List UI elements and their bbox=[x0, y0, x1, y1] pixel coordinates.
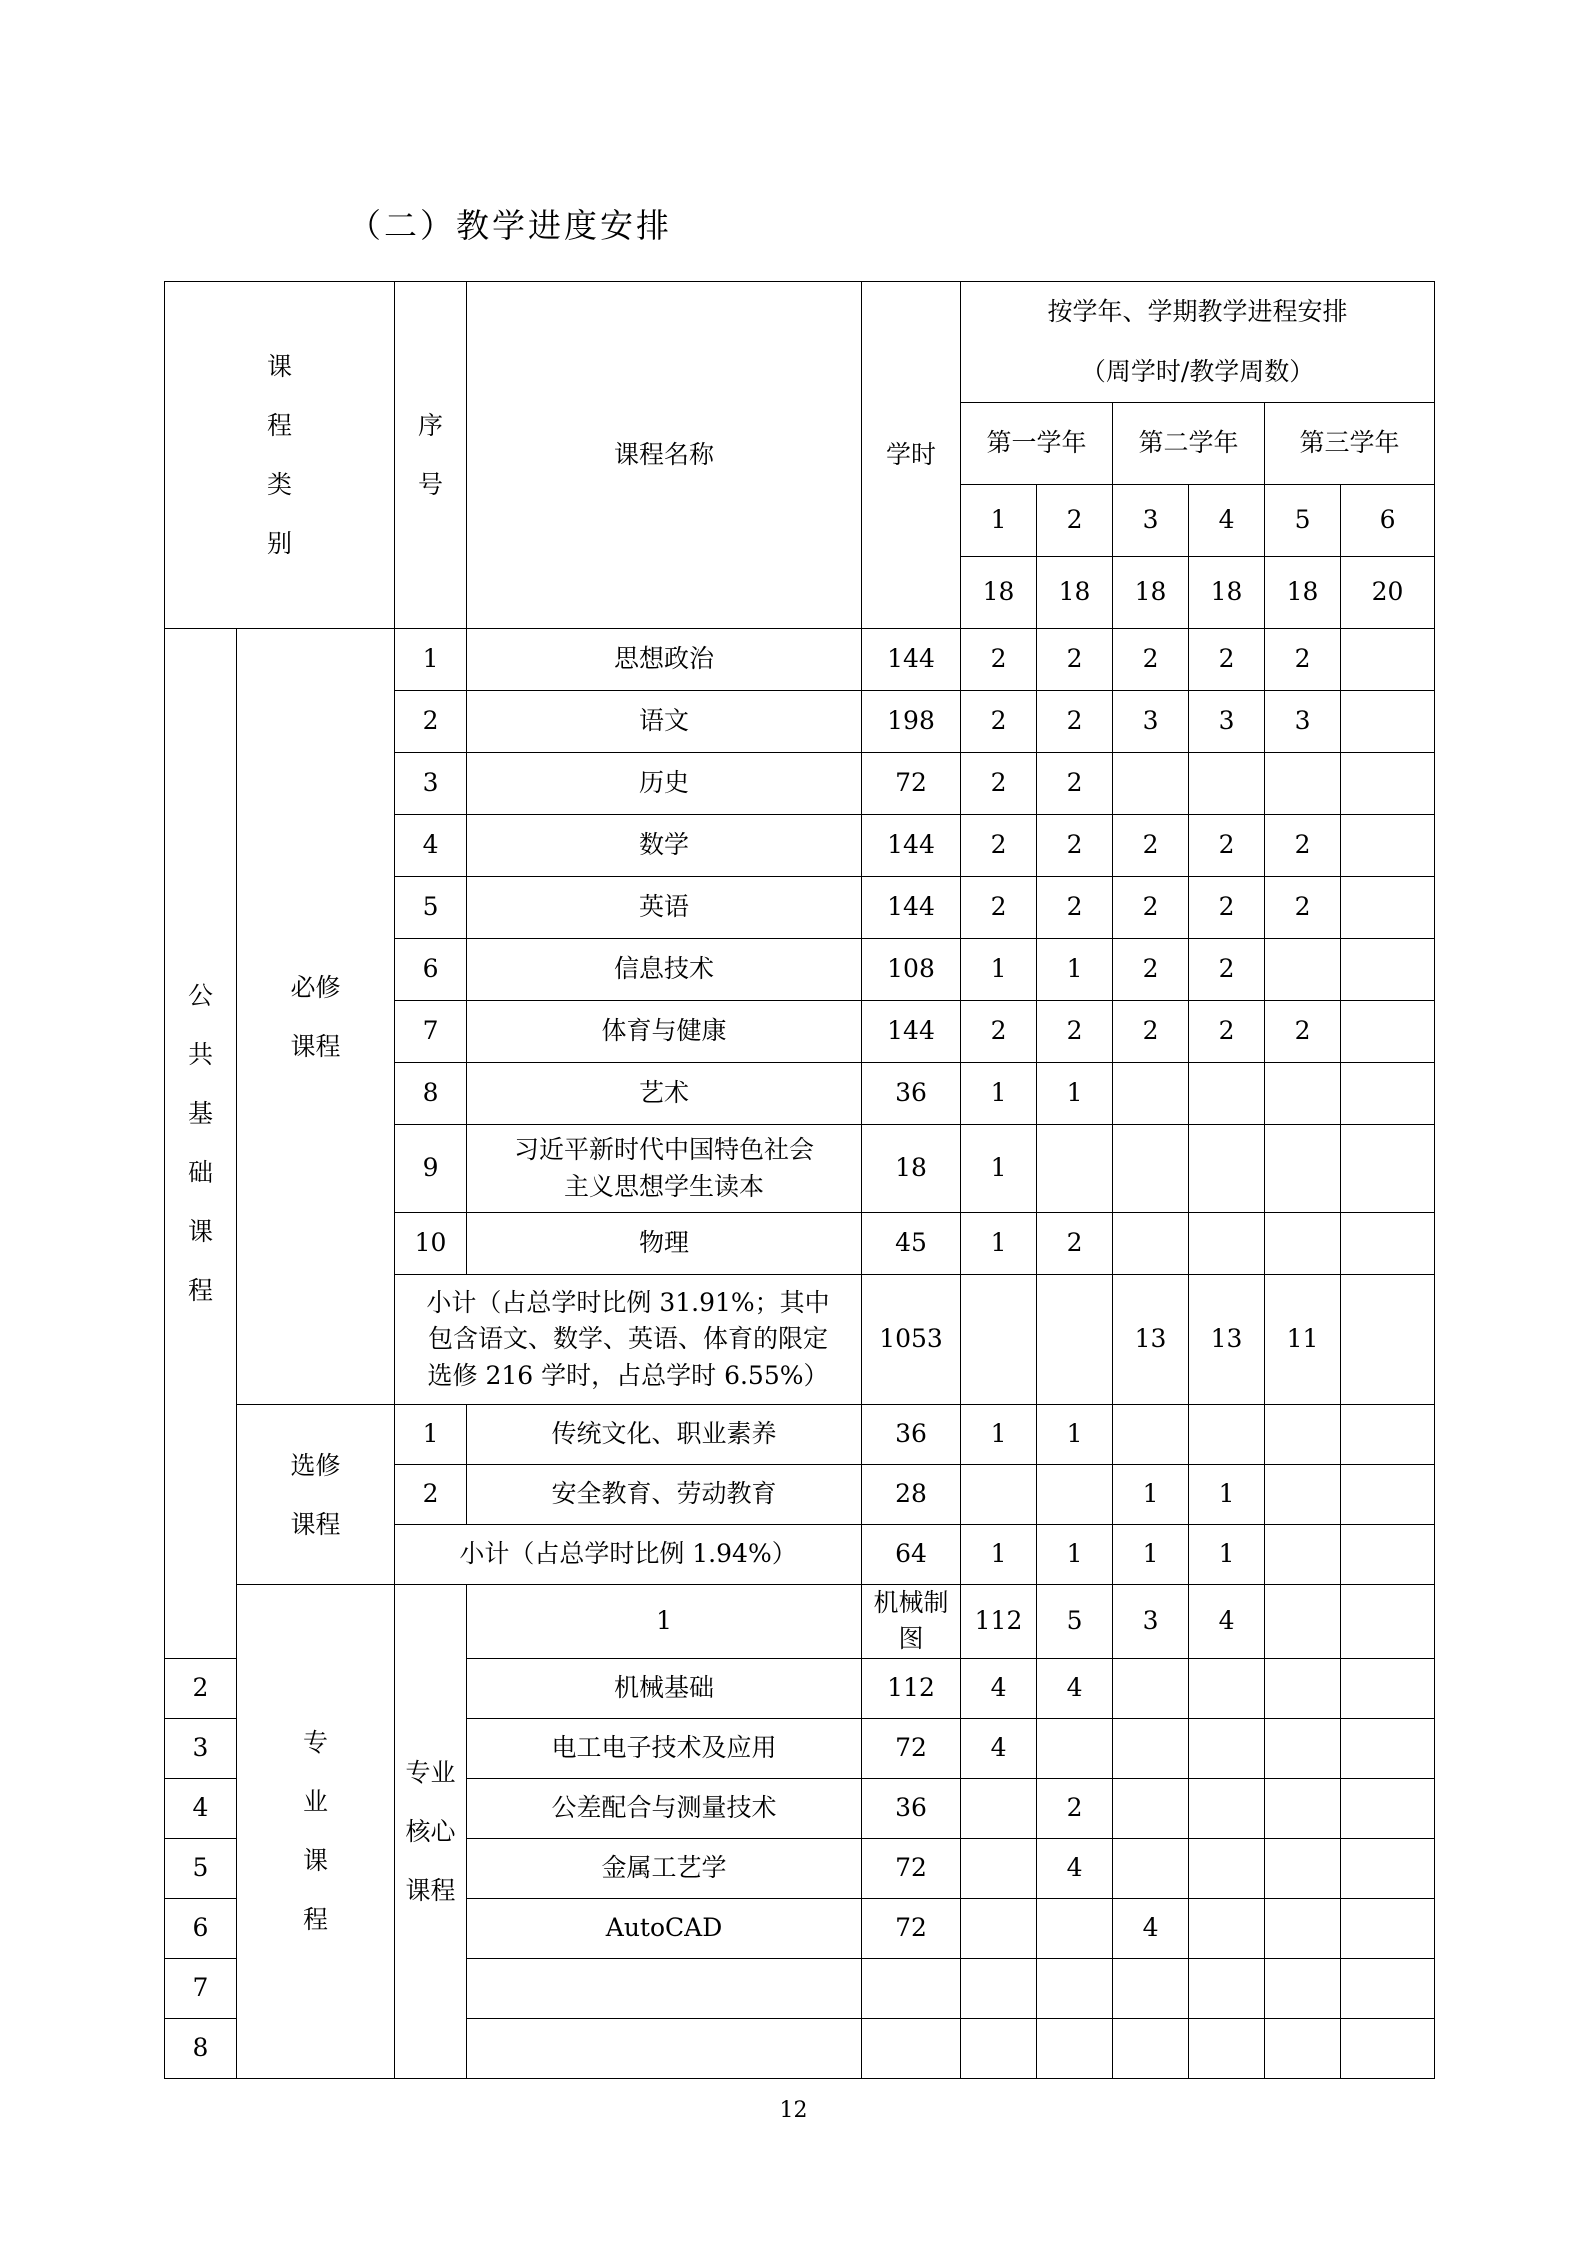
hours-cell bbox=[862, 2018, 961, 2078]
cell-line: 公 bbox=[187, 981, 213, 1011]
course-name-cell bbox=[467, 1958, 862, 2018]
cell-line: 安全教育、劳动教育 bbox=[551, 1479, 777, 1509]
semester-hours-cell bbox=[1189, 753, 1265, 815]
cell-line: 语文 bbox=[639, 706, 690, 736]
header-semester: 6 bbox=[1341, 485, 1435, 557]
semester-hours-cell: 13 bbox=[1189, 1275, 1265, 1405]
semester-hours-cell bbox=[1265, 1125, 1341, 1213]
semester-hours-cell: 1 bbox=[961, 1125, 1037, 1213]
cell-line: 核心 bbox=[405, 1816, 456, 1846]
cell-line: 机械制图 bbox=[873, 1588, 949, 1654]
semester-hours-cell bbox=[1037, 1465, 1113, 1525]
semester-hours-cell: 13 bbox=[1113, 1275, 1189, 1405]
semester-hours-cell bbox=[1189, 1718, 1265, 1778]
cell-line: 习近平新时代中国特色社会 bbox=[514, 1135, 815, 1165]
semester-hours-cell: 1 bbox=[961, 1063, 1037, 1125]
semester-hours-cell bbox=[961, 1838, 1037, 1898]
semester-hours-cell bbox=[1265, 1898, 1341, 1958]
cell-line: 专 bbox=[303, 1728, 329, 1758]
hours-cell: 36 bbox=[862, 1778, 961, 1838]
course-name-cell bbox=[467, 1063, 862, 1125]
semester-hours-cell bbox=[1265, 1958, 1341, 2018]
cell-line: 艺术 bbox=[639, 1078, 690, 1108]
semester-hours-cell: 3 bbox=[1265, 691, 1341, 753]
cell-line: 数学 bbox=[639, 830, 690, 860]
semester-hours-cell bbox=[1341, 1063, 1435, 1125]
semester-hours-cell bbox=[1113, 1838, 1189, 1898]
header-semester: 5 bbox=[1265, 485, 1341, 557]
semester-hours-cell bbox=[1189, 1898, 1265, 1958]
hours-cell: 1053 bbox=[862, 1275, 961, 1405]
cell-line: 课程 bbox=[405, 1875, 456, 1905]
seq-cell: 9 bbox=[395, 1125, 467, 1213]
hours-cell: 36 bbox=[862, 1405, 961, 1465]
semester-hours-cell bbox=[1037, 2018, 1113, 2078]
semester-hours-cell bbox=[1265, 1063, 1341, 1125]
cell-line: 小计（占总学时比例 1.94%） bbox=[459, 1539, 797, 1569]
semester-hours-cell: 2 bbox=[961, 815, 1037, 877]
semester-hours-cell bbox=[1189, 1405, 1265, 1465]
header-schedule bbox=[961, 282, 1435, 403]
cell-line: 必修 bbox=[290, 972, 341, 1002]
semester-hours-cell: 2 bbox=[1113, 629, 1189, 691]
header-weeks: 18 bbox=[1113, 557, 1189, 629]
cell-line: 别 bbox=[267, 529, 293, 558]
seq-cell: 4 bbox=[395, 815, 467, 877]
semester-hours-cell bbox=[1265, 1718, 1341, 1778]
semester-hours-cell bbox=[1341, 753, 1435, 815]
semester-hours-cell bbox=[1113, 1958, 1189, 2018]
semester-hours-cell: 4 bbox=[1037, 1838, 1113, 1898]
cell-line: 包含语文、数学、英语、体育的限定 bbox=[428, 1324, 829, 1354]
semester-hours-cell: 4 bbox=[1189, 1585, 1265, 1659]
cell-line: 课程 bbox=[290, 1031, 341, 1061]
table-body bbox=[165, 282, 1435, 2079]
header-hours: 学时 bbox=[862, 282, 961, 629]
course-name-cell bbox=[467, 2018, 862, 2078]
semester-hours-cell bbox=[1189, 1778, 1265, 1838]
semester-hours-cell: 2 bbox=[1037, 815, 1113, 877]
semester-hours-cell bbox=[1113, 2018, 1189, 2078]
semester-hours-cell bbox=[1341, 1525, 1435, 1585]
semester-hours-cell: 1 bbox=[961, 1405, 1037, 1465]
semester-hours-cell: 2 bbox=[1113, 1001, 1189, 1063]
semester-hours-cell: 1 bbox=[1037, 1405, 1113, 1465]
header-weeks: 18 bbox=[1189, 557, 1265, 629]
group-professional bbox=[237, 1585, 395, 2079]
semester-hours-cell bbox=[1265, 1213, 1341, 1275]
semester-hours-cell bbox=[1341, 1125, 1435, 1213]
seq-cell: 2 bbox=[395, 1465, 467, 1525]
cell-line: 程 bbox=[303, 1905, 329, 1935]
header-weeks: 18 bbox=[1037, 557, 1113, 629]
header-weeks: 20 bbox=[1341, 557, 1435, 629]
semester-hours-cell: 4 bbox=[1113, 1898, 1189, 1958]
teaching-schedule-table bbox=[164, 281, 1435, 2079]
schedule-title: 按学年、学期教学进程安排 bbox=[1047, 297, 1348, 326]
semester-hours-cell: 1 bbox=[1189, 1525, 1265, 1585]
semester-hours-cell: 2 bbox=[1037, 691, 1113, 753]
cell-line: 电工电子技术及应用 bbox=[551, 1732, 777, 1762]
semester-hours-cell bbox=[1341, 1465, 1435, 1525]
header-weeks: 18 bbox=[961, 557, 1037, 629]
semester-hours-cell bbox=[1341, 1001, 1435, 1063]
seq-cell: 3 bbox=[165, 1718, 237, 1778]
semester-hours-cell: 2 bbox=[1189, 815, 1265, 877]
semester-hours-cell: 2 bbox=[1189, 877, 1265, 939]
semester-hours-cell: 2 bbox=[1037, 629, 1113, 691]
cell-line: 基 bbox=[187, 1099, 213, 1129]
course-name-cell bbox=[467, 629, 862, 691]
course-name-cell bbox=[467, 939, 862, 1001]
cell-line: 础 bbox=[187, 1158, 213, 1188]
hours-cell bbox=[862, 1958, 961, 2018]
semester-hours-cell: 2 bbox=[1037, 753, 1113, 815]
semester-hours-cell: 2 bbox=[961, 691, 1037, 753]
semester-hours-cell bbox=[1341, 2018, 1435, 2078]
seq-cell: 10 bbox=[395, 1213, 467, 1275]
semester-hours-cell: 4 bbox=[961, 1658, 1037, 1718]
hours-cell: 72 bbox=[862, 1838, 961, 1898]
cell-line: 选修 bbox=[290, 1450, 341, 1480]
schedule-subtitle: （周学时/教学周数） bbox=[1080, 357, 1315, 386]
semester-hours-cell bbox=[1113, 1063, 1189, 1125]
header-semester: 2 bbox=[1037, 485, 1113, 557]
seq-cell: 7 bbox=[165, 1958, 237, 2018]
course-name-cell bbox=[467, 815, 862, 877]
cell-line: 小计（占总学时比例 31.91%；其中 bbox=[426, 1288, 830, 1318]
semester-hours-cell bbox=[1113, 1125, 1189, 1213]
semester-hours-cell bbox=[961, 1898, 1037, 1958]
semester-hours-cell bbox=[1341, 1585, 1435, 1659]
cell-line: 专业 bbox=[405, 1757, 456, 1787]
semester-hours-cell: 1 bbox=[961, 939, 1037, 1001]
semester-hours-cell bbox=[1265, 1838, 1341, 1898]
semester-hours-cell bbox=[961, 1465, 1037, 1525]
cell-line: 历史 bbox=[639, 768, 690, 798]
cell-line: 物理 bbox=[639, 1228, 690, 1258]
semester-hours-cell: 1 bbox=[961, 1525, 1037, 1585]
semester-hours-cell bbox=[1341, 1898, 1435, 1958]
semester-hours-cell: 1 bbox=[1037, 1063, 1113, 1125]
semester-hours-cell: 4 bbox=[961, 1718, 1037, 1778]
hours-cell: 198 bbox=[862, 691, 961, 753]
table-row bbox=[165, 282, 1435, 403]
course-name-cell bbox=[467, 691, 862, 753]
semester-hours-cell: 2 bbox=[1265, 815, 1341, 877]
semester-hours-cell bbox=[961, 2018, 1037, 2078]
hours-cell: 144 bbox=[862, 877, 961, 939]
semester-hours-cell: 1 bbox=[1037, 1525, 1113, 1585]
cell-line: 信息技术 bbox=[614, 954, 715, 984]
semester-hours-cell bbox=[1265, 1585, 1341, 1659]
cell-line: 选修 216 学时，占总学时 6.55%） bbox=[427, 1360, 829, 1390]
hours-cell: 28 bbox=[862, 1465, 961, 1525]
semester-hours-cell bbox=[1113, 753, 1189, 815]
semester-hours-cell bbox=[1189, 1213, 1265, 1275]
semester-hours-cell bbox=[1265, 1778, 1341, 1838]
elective-subtotal-label bbox=[395, 1525, 862, 1585]
semester-hours-cell bbox=[1037, 1958, 1113, 2018]
semester-hours-cell bbox=[1189, 1958, 1265, 2018]
semester-hours-cell bbox=[1341, 1213, 1435, 1275]
course-name-cell bbox=[467, 877, 862, 939]
course-name-cell bbox=[467, 1718, 862, 1778]
hours-cell: 72 bbox=[862, 1718, 961, 1778]
semester-hours-cell: 2 bbox=[1189, 629, 1265, 691]
seq-cell: 8 bbox=[395, 1063, 467, 1125]
seq-cell: 2 bbox=[165, 1658, 237, 1718]
semester-hours-cell: 1 bbox=[1113, 1525, 1189, 1585]
cell-line: 英语 bbox=[639, 892, 690, 922]
header-year: 第三学年 bbox=[1265, 403, 1435, 485]
course-name-cell bbox=[467, 1001, 862, 1063]
hours-cell: 112 bbox=[862, 1658, 961, 1718]
cell-line: 业 bbox=[303, 1787, 329, 1817]
semester-hours-cell: 2 bbox=[1265, 629, 1341, 691]
semester-hours-cell bbox=[1341, 1838, 1435, 1898]
semester-hours-cell bbox=[1265, 1525, 1341, 1585]
semester-hours-cell bbox=[1341, 1718, 1435, 1778]
header-category bbox=[165, 282, 395, 629]
semester-hours-cell bbox=[1113, 1213, 1189, 1275]
semester-hours-cell: 2 bbox=[1189, 1001, 1265, 1063]
semester-hours-cell bbox=[1265, 753, 1341, 815]
semester-hours-cell bbox=[1189, 1063, 1265, 1125]
semester-hours-cell bbox=[961, 1958, 1037, 2018]
seq-cell: 4 bbox=[165, 1778, 237, 1838]
cell-line: 传统文化、职业素养 bbox=[551, 1419, 777, 1449]
semester-hours-cell: 2 bbox=[1113, 877, 1189, 939]
semester-hours-cell bbox=[1113, 1778, 1189, 1838]
seq-cell: 1 bbox=[467, 1585, 862, 1659]
header-year: 第一学年 bbox=[961, 403, 1113, 485]
semester-hours-cell: 2 bbox=[1037, 1778, 1113, 1838]
seq-cell: 6 bbox=[395, 939, 467, 1001]
semester-hours-cell bbox=[1113, 1405, 1189, 1465]
semester-hours-cell: 2 bbox=[1037, 1213, 1113, 1275]
header-semester: 3 bbox=[1113, 485, 1189, 557]
group-elective bbox=[237, 1405, 395, 1585]
seq-cell: 7 bbox=[395, 1001, 467, 1063]
required-subtotal-label bbox=[395, 1275, 862, 1405]
seq-cell: 8 bbox=[165, 2018, 237, 2078]
course-name-cell bbox=[467, 1898, 862, 1958]
hours-cell: 144 bbox=[862, 629, 961, 691]
semester-hours-cell bbox=[1037, 1718, 1113, 1778]
hours-cell: 144 bbox=[862, 815, 961, 877]
page-number: 12 bbox=[779, 2098, 808, 2123]
cell-line: 主义思想学生读本 bbox=[564, 1171, 765, 1201]
semester-hours-cell: 2 bbox=[1189, 939, 1265, 1001]
semester-hours-cell bbox=[1341, 1405, 1435, 1465]
semester-hours-cell bbox=[1189, 1658, 1265, 1718]
semester-hours-cell bbox=[1341, 629, 1435, 691]
semester-hours-cell bbox=[1265, 1465, 1341, 1525]
hours-cell: 72 bbox=[862, 1898, 961, 1958]
semester-hours-cell bbox=[1341, 1778, 1435, 1838]
semester-hours-cell bbox=[1265, 1658, 1341, 1718]
seq-cell: 5 bbox=[395, 877, 467, 939]
semester-hours-cell bbox=[1189, 1838, 1265, 1898]
semester-hours-cell bbox=[1037, 1125, 1113, 1213]
hours-cell: 112 bbox=[961, 1585, 1037, 1659]
semester-hours-cell bbox=[1189, 2018, 1265, 2078]
course-name-cell bbox=[467, 1778, 862, 1838]
table-row bbox=[165, 629, 1435, 691]
semester-hours-cell bbox=[1341, 1958, 1435, 2018]
cell-line: 共 bbox=[187, 1040, 213, 1070]
cell-line: 号 bbox=[418, 470, 444, 499]
semester-hours-cell: 2 bbox=[1037, 1001, 1113, 1063]
hours-cell: 18 bbox=[862, 1125, 961, 1213]
header-semester: 1 bbox=[961, 485, 1037, 557]
cell-line: 思想政治 bbox=[614, 644, 715, 674]
seq-cell: 5 bbox=[165, 1838, 237, 1898]
semester-hours-cell bbox=[1189, 1125, 1265, 1213]
course-name-cell bbox=[467, 1125, 862, 1213]
course-name-cell bbox=[862, 1585, 961, 1659]
group-required bbox=[237, 629, 395, 1405]
cell-line: 公差配合与测量技术 bbox=[551, 1792, 777, 1822]
cell-line: 序 bbox=[418, 411, 444, 440]
course-name-cell bbox=[467, 1838, 862, 1898]
header-weeks: 18 bbox=[1265, 557, 1341, 629]
course-name-cell bbox=[467, 1405, 862, 1465]
cell-line: 课 bbox=[267, 352, 293, 381]
course-name-cell bbox=[467, 1465, 862, 1525]
seq-cell: 2 bbox=[395, 691, 467, 753]
semester-hours-cell bbox=[1341, 877, 1435, 939]
cell-line: 程 bbox=[187, 1276, 213, 1306]
semester-hours-cell bbox=[1265, 939, 1341, 1001]
semester-hours-cell: 1 bbox=[1189, 1465, 1265, 1525]
semester-hours-cell: 2 bbox=[1113, 815, 1189, 877]
semester-hours-cell bbox=[1265, 1405, 1341, 1465]
cell-line: 课 bbox=[303, 1846, 329, 1876]
header-seq bbox=[395, 282, 467, 629]
cell-line: AutoCAD bbox=[605, 1912, 723, 1942]
cell-line: 程 bbox=[267, 411, 293, 440]
semester-hours-cell bbox=[1265, 2018, 1341, 2078]
semester-hours-cell: 11 bbox=[1265, 1275, 1341, 1405]
seq-cell: 6 bbox=[165, 1898, 237, 1958]
semester-hours-cell bbox=[1341, 691, 1435, 753]
semester-hours-cell bbox=[1341, 815, 1435, 877]
semester-hours-cell bbox=[961, 1275, 1037, 1405]
header-course-name: 课程名称 bbox=[467, 282, 862, 629]
semester-hours-cell bbox=[961, 1778, 1037, 1838]
semester-hours-cell: 2 bbox=[961, 753, 1037, 815]
semester-hours-cell: 2 bbox=[1265, 877, 1341, 939]
header-semester: 4 bbox=[1189, 485, 1265, 557]
cell-line: 类 bbox=[267, 470, 293, 499]
course-name-cell bbox=[467, 753, 862, 815]
semester-hours-cell: 3 bbox=[1113, 691, 1189, 753]
semester-hours-cell: 2 bbox=[961, 1001, 1037, 1063]
semester-hours-cell: 2 bbox=[961, 877, 1037, 939]
semester-hours-cell: 1 bbox=[1113, 1465, 1189, 1525]
semester-hours-cell: 3 bbox=[1113, 1585, 1189, 1659]
semester-hours-cell: 5 bbox=[1037, 1585, 1113, 1659]
seq-cell: 1 bbox=[395, 1405, 467, 1465]
table-row bbox=[165, 1405, 1435, 1465]
semester-hours-cell bbox=[1037, 1898, 1113, 1958]
semester-hours-cell: 3 bbox=[1189, 691, 1265, 753]
semester-hours-cell: 1 bbox=[1037, 939, 1113, 1001]
course-name-cell bbox=[467, 1658, 862, 1718]
hours-cell: 72 bbox=[862, 753, 961, 815]
header-year: 第二学年 bbox=[1113, 403, 1265, 485]
table-row bbox=[165, 1585, 1435, 1659]
semester-hours-cell bbox=[1113, 1658, 1189, 1718]
hours-cell: 36 bbox=[862, 1063, 961, 1125]
section-heading: （二）教学进度安排 bbox=[348, 206, 672, 245]
cell-line: 课程 bbox=[290, 1509, 341, 1539]
semester-hours-cell bbox=[1341, 939, 1435, 1001]
cell-line: 机械基础 bbox=[614, 1672, 715, 1702]
cell-line: 课 bbox=[187, 1217, 213, 1247]
hours-cell: 45 bbox=[862, 1213, 961, 1275]
semester-hours-cell bbox=[1341, 1275, 1435, 1405]
semester-hours-cell: 1 bbox=[961, 1213, 1037, 1275]
cell-line: 金属工艺学 bbox=[601, 1852, 727, 1882]
semester-hours-cell bbox=[1113, 1718, 1189, 1778]
seq-cell: 3 bbox=[395, 753, 467, 815]
course-name-cell bbox=[467, 1213, 862, 1275]
semester-hours-cell: 4 bbox=[1037, 1658, 1113, 1718]
semester-hours-cell: 2 bbox=[1037, 877, 1113, 939]
semester-hours-cell bbox=[1037, 1275, 1113, 1405]
semester-hours-cell: 2 bbox=[1265, 1001, 1341, 1063]
hours-cell: 144 bbox=[862, 1001, 961, 1063]
group-core bbox=[395, 1585, 467, 2079]
hours-cell: 64 bbox=[862, 1525, 961, 1585]
seq-cell: 1 bbox=[395, 629, 467, 691]
semester-hours-cell bbox=[1341, 1658, 1435, 1718]
hours-cell: 108 bbox=[862, 939, 961, 1001]
cell-line: 体育与健康 bbox=[601, 1016, 727, 1046]
semester-hours-cell: 2 bbox=[961, 629, 1037, 691]
group-public-basic bbox=[165, 629, 237, 1659]
semester-hours-cell: 2 bbox=[1113, 939, 1189, 1001]
